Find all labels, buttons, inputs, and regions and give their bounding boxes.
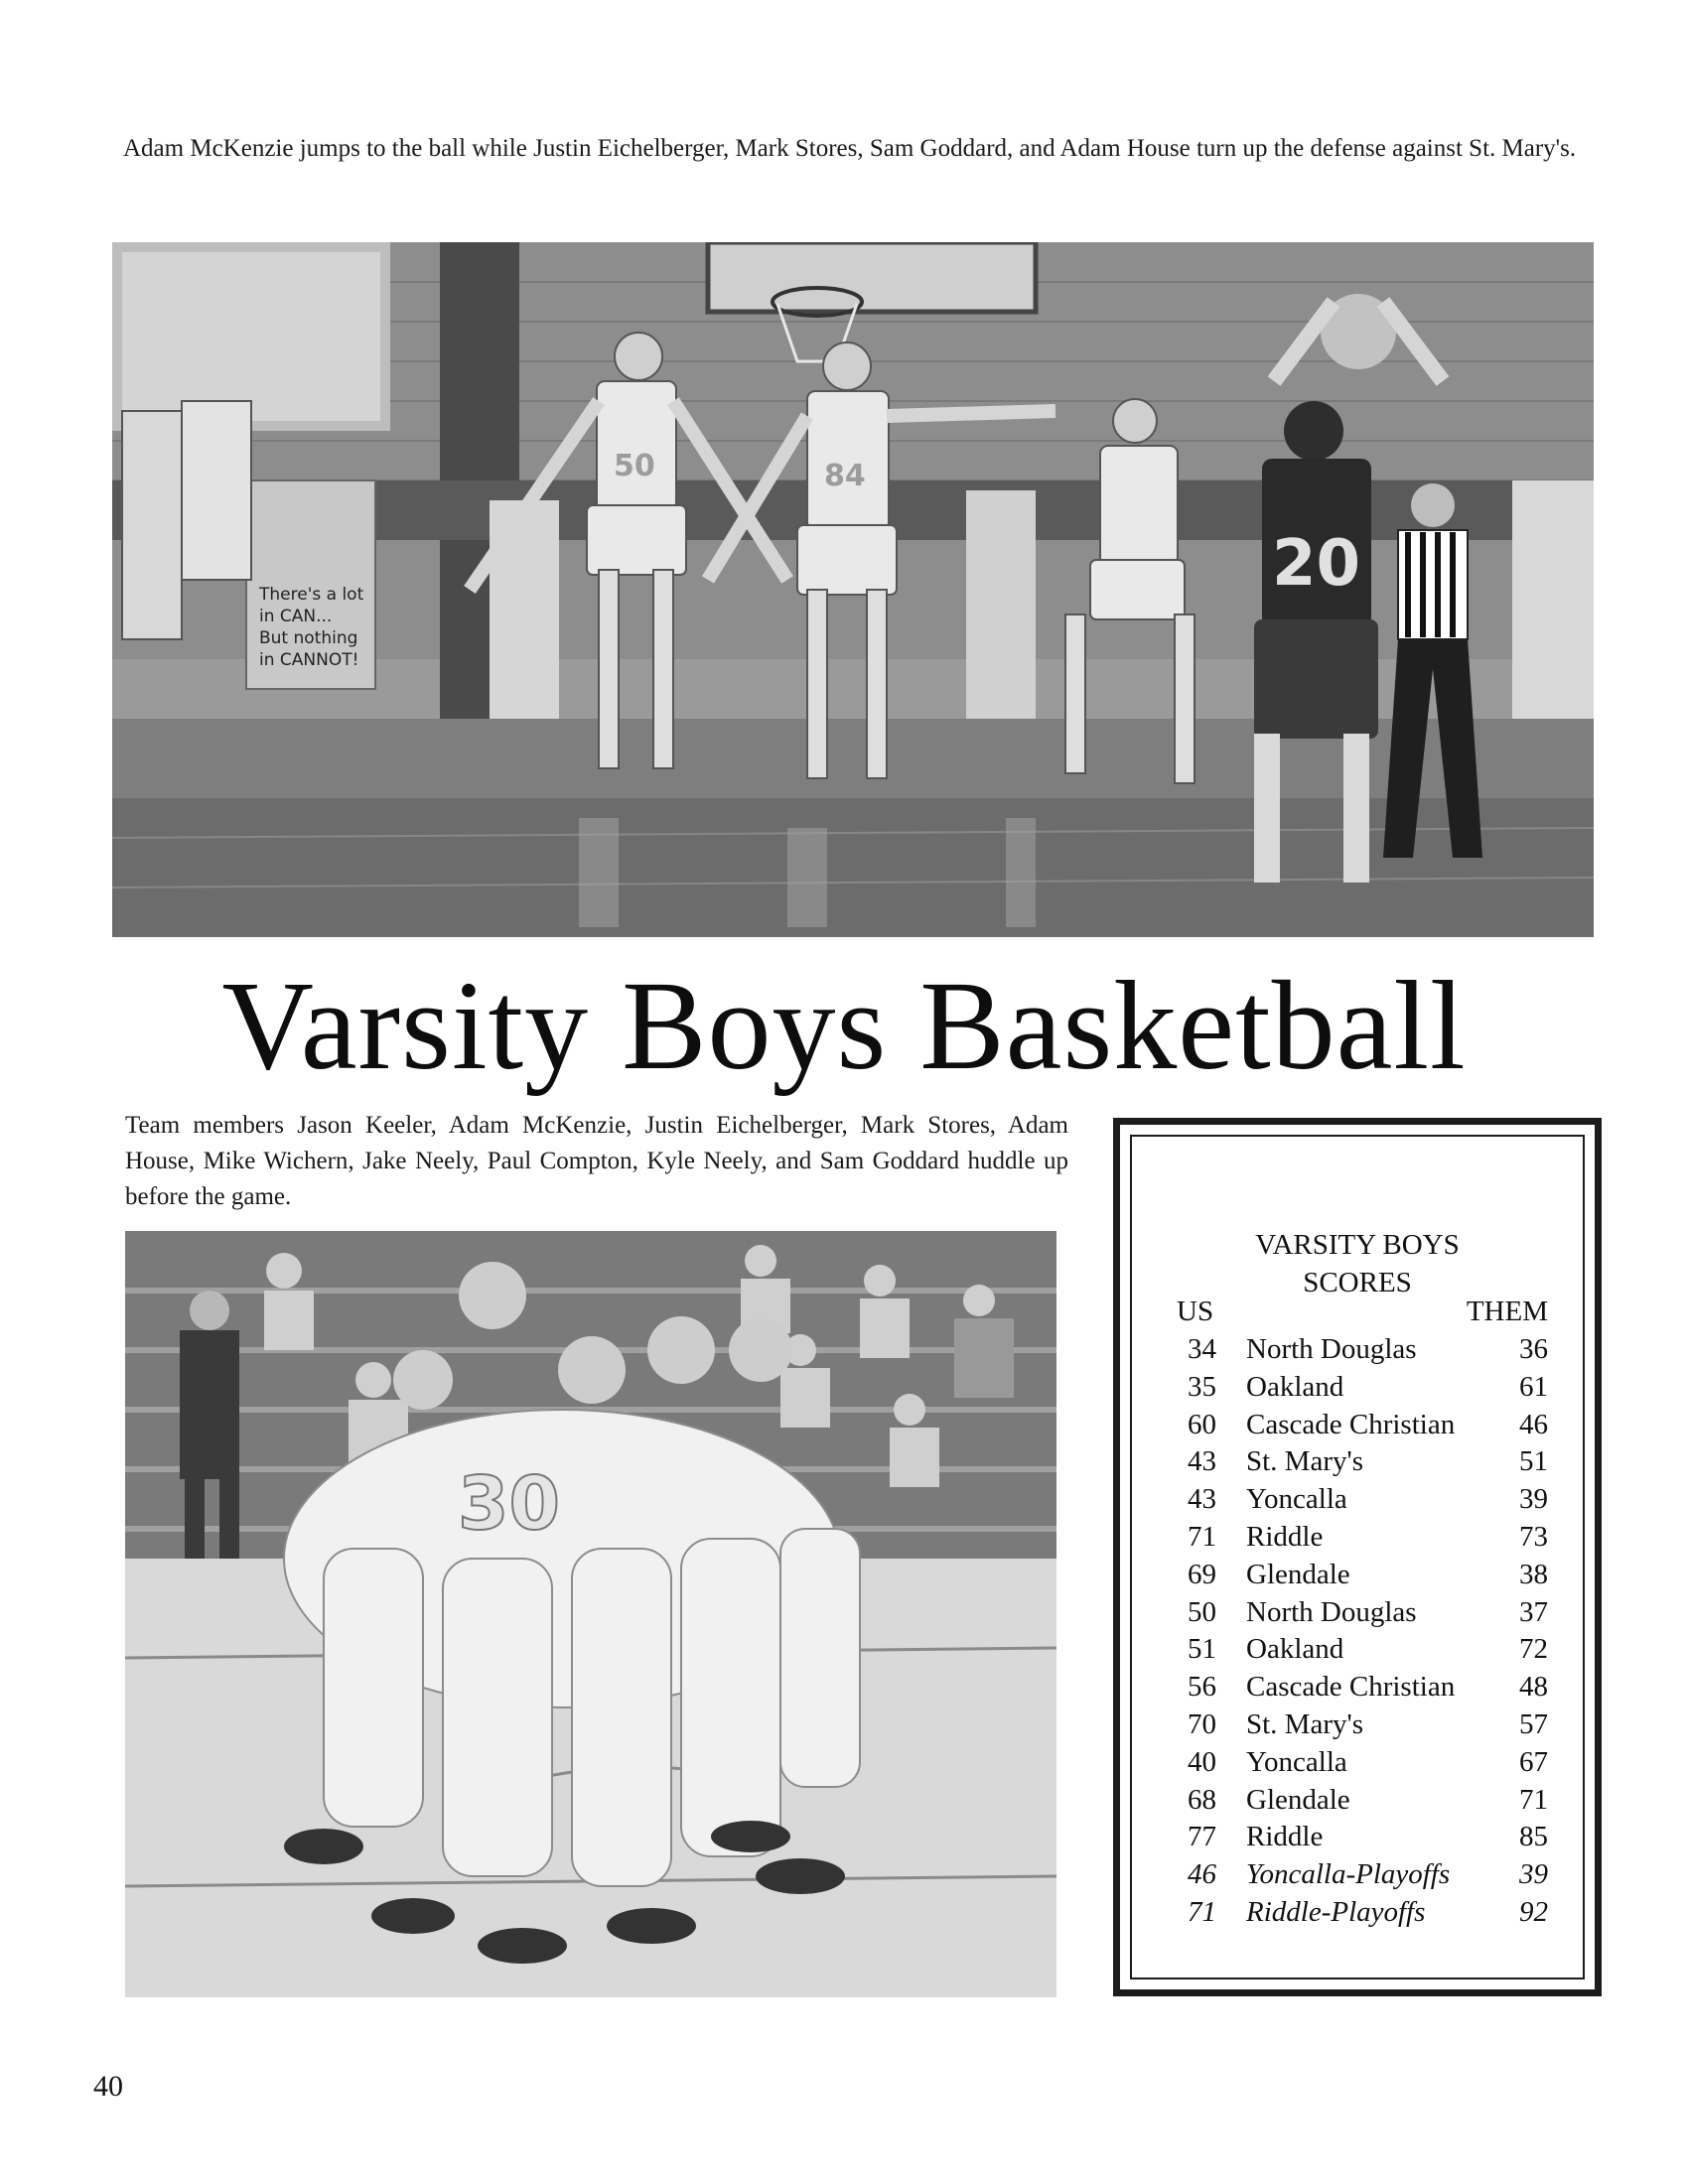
opponent-name: Yoncalla bbox=[1246, 1483, 1347, 1516]
score-row bbox=[1177, 1331, 1548, 1369]
us-score: 43 bbox=[1188, 1483, 1216, 1516]
score-row bbox=[1177, 1557, 1548, 1594]
score-row bbox=[1177, 1669, 1548, 1706]
opponent-name: Oakland bbox=[1246, 1370, 1344, 1403]
us-score: 40 bbox=[1188, 1745, 1216, 1778]
poster-line-3: But nothing bbox=[259, 628, 358, 648]
them-score: 67 bbox=[1519, 1745, 1548, 1778]
opponent-name: Oakland bbox=[1246, 1633, 1344, 1666]
opponent-name: North Douglas bbox=[1246, 1595, 1417, 1628]
score-row bbox=[1177, 1369, 1548, 1407]
jersey-number-2: 84 bbox=[824, 459, 866, 493]
score-row bbox=[1177, 1407, 1548, 1444]
score-row bbox=[1177, 1631, 1548, 1669]
score-row bbox=[1177, 1481, 1548, 1519]
score-row bbox=[1177, 1594, 1548, 1632]
score-row bbox=[1177, 1856, 1548, 1894]
opponent-name: Glendale bbox=[1246, 1558, 1350, 1590]
us-score: 46 bbox=[1188, 1858, 1216, 1891]
page-number: 40 bbox=[93, 2070, 123, 2103]
poster-line-1: There's a lot bbox=[259, 585, 364, 605]
opponent-name: North Douglas bbox=[1246, 1333, 1417, 1365]
us-score: 77 bbox=[1188, 1821, 1216, 1853]
score-row bbox=[1177, 1706, 1548, 1744]
them-score: 39 bbox=[1519, 1483, 1548, 1516]
opponent-name: Yoncalla-Playoffs bbox=[1246, 1858, 1451, 1891]
us-score: 71 bbox=[1188, 1520, 1216, 1553]
opponent-name: Cascade Christian bbox=[1246, 1408, 1456, 1440]
poster-line-2: in CAN... bbox=[259, 607, 333, 626]
top-photo-caption: Adam McKenzie jumps to the ball while Justin Eichelberger, Mark Stores, Sam Goddard, and Adam House turn up the defense against St. Mary's. bbox=[123, 135, 1577, 162]
score-row bbox=[1177, 1744, 1548, 1782]
us-score: 50 bbox=[1188, 1595, 1216, 1628]
opponent-name: Yoncalla bbox=[1246, 1745, 1347, 1778]
them-score: 92 bbox=[1519, 1895, 1548, 1928]
us-score: 60 bbox=[1188, 1408, 1216, 1440]
opponent-name: Riddle-Playoffs bbox=[1246, 1895, 1426, 1928]
us-score: 69 bbox=[1188, 1558, 1216, 1590]
us-score: 51 bbox=[1188, 1633, 1216, 1666]
them-column-header: THEM bbox=[1466, 1296, 1548, 1327]
them-score: 85 bbox=[1519, 1821, 1548, 1853]
opponent-name: Glendale bbox=[1246, 1783, 1350, 1816]
opponent-name: Riddle bbox=[1246, 1520, 1324, 1553]
opponent-name: St. Mary's bbox=[1246, 1445, 1364, 1478]
them-score: 36 bbox=[1519, 1333, 1548, 1365]
them-score: 51 bbox=[1519, 1445, 1548, 1478]
scores-title-line-2: SCORES bbox=[1303, 1267, 1412, 1298]
jersey-number-1: 50 bbox=[614, 449, 655, 483]
score-row bbox=[1177, 1443, 1548, 1481]
opponent-name: Riddle bbox=[1246, 1821, 1324, 1853]
huddle-photo-caption: Team members Jason Keeler, Adam McKenzie, Justin Eichelberger, Mark Stores, Adam House, Mike Wichern, Jake Neely, Paul Compton, Kyle Neely, and Sam Goddard huddle up before the game. bbox=[125, 1112, 1068, 1210]
defense-photo bbox=[112, 242, 1594, 937]
score-row bbox=[1177, 1519, 1548, 1557]
them-score: 73 bbox=[1519, 1520, 1548, 1553]
shooter-jersey-number: 20 bbox=[1272, 527, 1361, 601]
us-score: 70 bbox=[1188, 1707, 1216, 1740]
them-score: 46 bbox=[1519, 1408, 1548, 1440]
us-column-header: US bbox=[1177, 1296, 1214, 1327]
opponent-name: St. Mary's bbox=[1246, 1707, 1364, 1740]
scores-box bbox=[1113, 1118, 1602, 1996]
them-score: 57 bbox=[1519, 1707, 1548, 1740]
scores-box-inner-border bbox=[1130, 1135, 1585, 1979]
score-row bbox=[1177, 1819, 1548, 1856]
us-score: 56 bbox=[1188, 1671, 1216, 1704]
us-score: 34 bbox=[1188, 1333, 1216, 1365]
scores-list bbox=[1177, 1331, 1548, 1932]
score-row bbox=[1177, 1782, 1548, 1820]
poster-line-4: in CANNOT! bbox=[259, 650, 359, 670]
them-score: 72 bbox=[1519, 1633, 1548, 1666]
scores-title-line-1: VARSITY BOYS bbox=[1255, 1229, 1460, 1261]
us-score: 71 bbox=[1188, 1895, 1216, 1928]
them-score: 39 bbox=[1519, 1858, 1548, 1891]
us-score: 35 bbox=[1188, 1370, 1216, 1403]
scores-title bbox=[1132, 1226, 1583, 1301]
us-score: 68 bbox=[1188, 1783, 1216, 1816]
them-score: 38 bbox=[1519, 1558, 1548, 1590]
them-score: 71 bbox=[1519, 1783, 1548, 1816]
score-row bbox=[1177, 1894, 1548, 1932]
them-score: 37 bbox=[1519, 1595, 1548, 1628]
us-score: 43 bbox=[1188, 1445, 1216, 1478]
page-title: Varsity Boys Basketball bbox=[221, 955, 1467, 1096]
opponent-name: Cascade Christian bbox=[1246, 1671, 1456, 1704]
huddle-photo bbox=[125, 1231, 1056, 1997]
them-score: 61 bbox=[1519, 1370, 1548, 1403]
them-score: 48 bbox=[1519, 1671, 1548, 1704]
huddle-jersey-number: 30 bbox=[458, 1461, 560, 1547]
